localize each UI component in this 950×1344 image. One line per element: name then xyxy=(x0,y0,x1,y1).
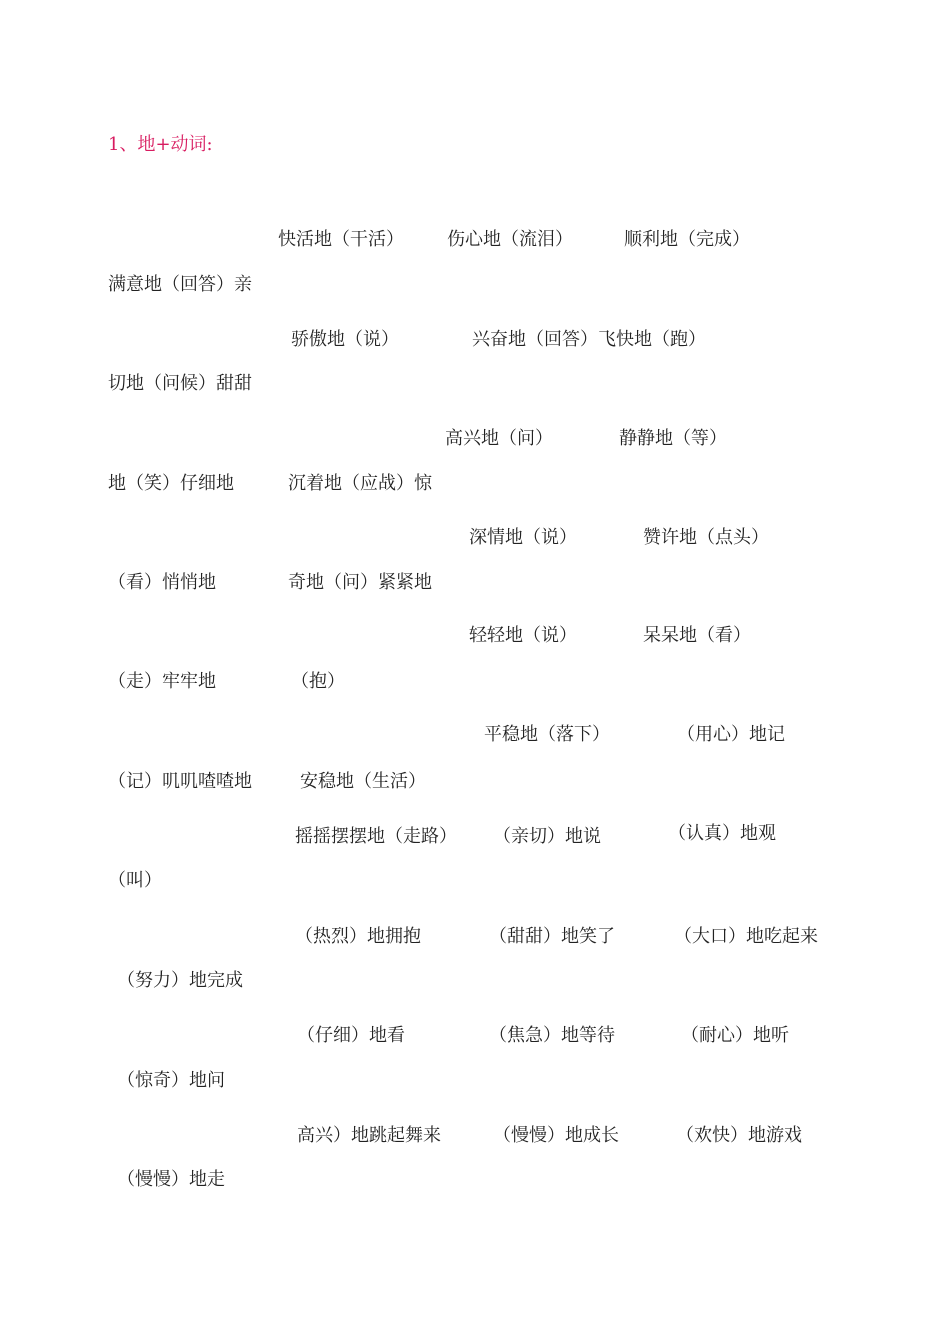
phrase: 高兴）地跳起舞来 xyxy=(297,1125,441,1146)
phrase: （焦急）地等待 xyxy=(489,1025,615,1046)
phrase: 轻轻地（说） xyxy=(469,625,577,646)
phrase: 沉着地（应战）惊 xyxy=(288,473,432,494)
phrase: （欢快）地游戏 xyxy=(676,1125,802,1146)
section-heading: 1、地+动词: xyxy=(108,134,213,155)
phrase: （认真）地观 xyxy=(668,823,776,844)
phrase: （惊奇）地问 xyxy=(117,1070,225,1091)
phrase: （努力）地完成 xyxy=(117,970,243,991)
phrase: 静静地（等） xyxy=(619,428,727,449)
phrase: 切地（问候）甜甜 xyxy=(108,373,252,394)
phrase: 奇地（问）紧紧地 xyxy=(288,572,432,593)
phrase: 摇摇摆摆地（走路） xyxy=(295,826,457,847)
phrase: 赞许地（点头） xyxy=(643,527,769,548)
phrase: 平稳地（落下） xyxy=(484,724,610,745)
phrase: （亲切）地说 xyxy=(493,826,601,847)
phrase: （慢慢）地成长 xyxy=(493,1125,619,1146)
phrase: 高兴地（问） xyxy=(445,428,553,449)
phrase: （走）牢牢地 xyxy=(108,671,216,692)
phrase: （记）叽叽喳喳地 xyxy=(108,771,252,792)
phrase: 地（笑）仔细地 xyxy=(108,473,234,494)
phrase: （慢慢）地走 xyxy=(117,1169,225,1190)
phrase: 满意地（回答）亲 xyxy=(108,274,252,295)
phrase: （用心）地记 xyxy=(677,724,785,745)
phrase: （仔细）地看 xyxy=(297,1025,405,1046)
phrase: （耐心）地听 xyxy=(681,1025,789,1046)
phrase: （看）悄悄地 xyxy=(108,572,216,593)
phrase: 顺利地（完成） xyxy=(624,229,750,250)
phrase: （大口）地吃起来 xyxy=(674,926,818,947)
phrase: 安稳地（生活） xyxy=(300,771,426,792)
phrase: 兴奋地（回答）飞快地（跑） xyxy=(472,329,706,350)
phrase: （热烈）地拥抱 xyxy=(295,926,421,947)
phrase: 骄傲地（说） xyxy=(291,329,399,350)
phrase: 呆呆地（看） xyxy=(643,625,751,646)
phrase: 快活地（干活） xyxy=(278,229,404,250)
phrase: （抱） xyxy=(291,671,345,692)
phrase: 深情地（说） xyxy=(469,527,577,548)
phrase: （叫） xyxy=(108,870,162,891)
phrase: 伤心地（流泪） xyxy=(447,229,573,250)
phrase: （甜甜）地笑了 xyxy=(489,926,615,947)
